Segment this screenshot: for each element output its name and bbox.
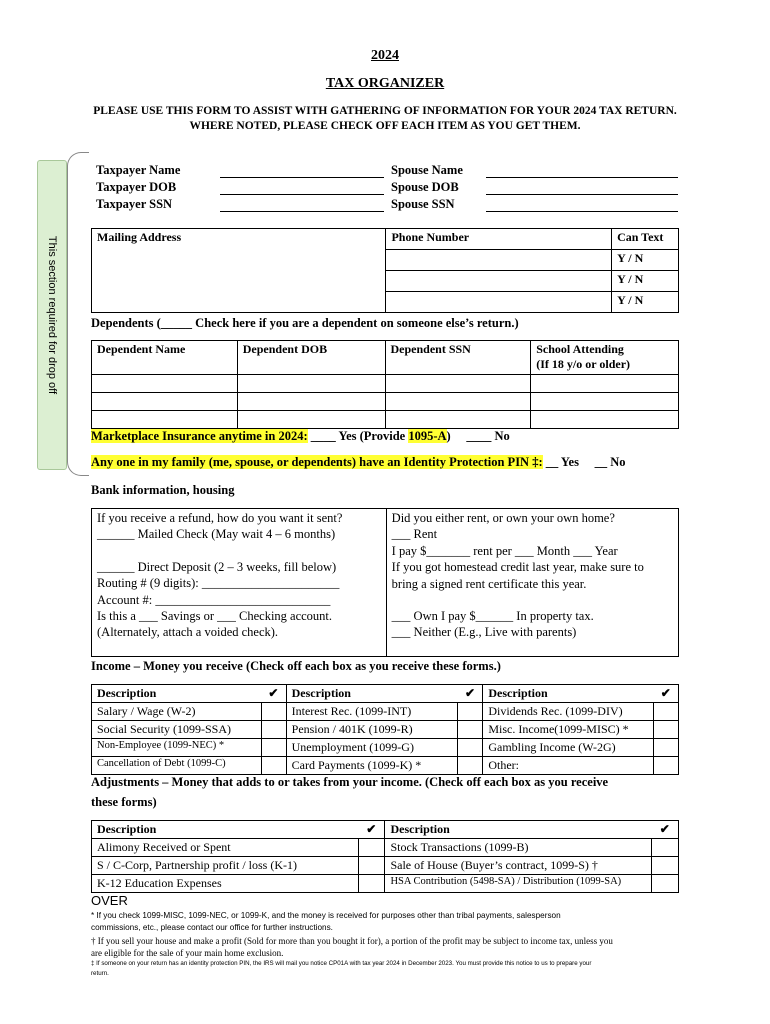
footnote-1 — [91, 910, 691, 934]
taxpayer-ssn-field[interactable] — [220, 211, 384, 212]
mailing-address-label: Mailing Address — [97, 230, 182, 244]
adjust-item: HSA Contribution (5498-SA) / Distribution (1099-SA) — [385, 875, 652, 893]
income-desc-header: Description — [92, 685, 262, 703]
phone-cell[interactable] — [386, 271, 612, 292]
table-row — [92, 757, 679, 775]
income-item: Social Security (1099-SSA) — [92, 721, 262, 739]
adjust-desc-header: Description — [385, 821, 652, 839]
footnote-1-line: * If you check 1099-MISC, 1099-NEC, or 1099-K, and the money is received for purposes other than tribal payments, salesperson — [91, 911, 561, 920]
footnote-2-line: † If you sell your house and make a profit (Sold for more than you bought it for), a portion of the profit may be subject to income tax, unless you — [91, 936, 613, 946]
account-number-field[interactable]: Account #: ____________________________ — [97, 592, 331, 607]
table-row — [92, 375, 679, 393]
dependents-table — [91, 340, 679, 429]
bank-heading: Bank information, housing — [91, 483, 235, 497]
adjust-checkbox[interactable] — [651, 875, 678, 893]
income-checkbox[interactable] — [458, 757, 483, 775]
footnote-3-line: ‡ If someone on your return has an identity protection PIN, the IRS will mail you notice CP01A with tax year 2024 in December 2023. You must provide this notice to us to prepare your — [91, 960, 592, 967]
adjustments-heading-cont: these forms) — [91, 795, 157, 809]
income-checkbox[interactable] — [458, 739, 483, 757]
table-row — [92, 857, 679, 875]
bank-table — [91, 508, 679, 657]
contact-table — [91, 228, 679, 313]
adjust-item: Alimony Received or Spent — [92, 839, 359, 857]
housing-cell[interactable] — [386, 509, 678, 657]
dependent-dob-header: Dependent DOB — [237, 341, 385, 375]
adjust-checkbox[interactable] — [358, 857, 385, 875]
income-item: Salary / Wage (W-2) — [92, 703, 262, 721]
spouse-dob-field[interactable] — [486, 194, 678, 195]
income-item: Interest Rec. (1099-INT) — [286, 703, 458, 721]
phone-header: Phone Number — [386, 229, 612, 250]
income-item: Non-Employee (1099-NEC) * — [92, 739, 262, 757]
table-row — [92, 703, 679, 721]
marketplace-line — [91, 429, 510, 444]
footnote-2-line: are eligible for the sale of your main home exclusion. — [91, 948, 284, 958]
table-row — [92, 393, 679, 411]
income-desc-header: Description — [483, 685, 654, 703]
dependent-name-header: Dependent Name — [92, 341, 238, 375]
taxpayer-ssn-label: Taxpayer SSN — [96, 197, 173, 211]
footnote-3 — [91, 959, 691, 979]
refund-question: If you receive a refund, how do you want it sent? — [97, 511, 343, 525]
income-item: Other: — [483, 757, 654, 775]
taxpayer-dob-field[interactable] — [220, 194, 384, 195]
income-item: Misc. Income(1099-MISC) * — [483, 721, 654, 739]
can-text-yn[interactable]: Y / N — [612, 250, 679, 271]
check-icon: ✔ — [458, 685, 483, 703]
section-bracket — [67, 152, 89, 476]
rent-option[interactable]: ___ Rent — [391, 527, 438, 542]
income-checkbox[interactable] — [654, 703, 679, 721]
check-icon: ✔ — [261, 685, 286, 703]
table-row — [92, 839, 679, 857]
income-checkbox[interactable] — [261, 739, 286, 757]
can-text-header: Can Text — [612, 229, 679, 250]
housing-question: Did you either rent, or own your own home? — [391, 511, 615, 525]
ippin-line — [91, 455, 626, 470]
adjustments-table — [91, 820, 679, 893]
income-checkbox[interactable] — [458, 703, 483, 721]
income-item: Gambling Income (W-2G) — [483, 739, 654, 757]
income-item: Card Payments (1099-K) * — [286, 757, 458, 775]
can-text-yn[interactable]: Y / N — [612, 292, 679, 313]
adjust-checkbox[interactable] — [651, 857, 678, 875]
mailing-address-cell[interactable] — [92, 229, 386, 313]
direct-deposit-option[interactable]: ______ Direct Deposit (2 – 3 weeks, fill below) — [97, 559, 337, 574]
dependent-ssn-header: Dependent SSN — [385, 341, 531, 375]
marketplace-yes[interactable]: ____ Yes (Provide — [307, 429, 409, 443]
adjust-desc-header: Description — [92, 821, 359, 839]
table-row — [92, 721, 679, 739]
table-row — [92, 739, 679, 757]
over-label: OVER — [91, 893, 128, 908]
neither-option[interactable]: ___ Neither (E.g., Live with parents) — [391, 625, 577, 640]
account-type-field[interactable]: Is this a ___ Savings or ___ Checking account. — [97, 609, 333, 624]
adjust-checkbox[interactable] — [358, 875, 385, 893]
page-title: TAX ORGANIZER — [325, 76, 445, 91]
check-icon: ✔ — [358, 821, 385, 839]
footnote-2 — [91, 935, 691, 959]
drop-off-sidebar — [37, 160, 67, 470]
school-header — [531, 341, 679, 375]
income-checkbox[interactable] — [654, 739, 679, 757]
spouse-ssn-field[interactable] — [486, 211, 678, 212]
income-checkbox[interactable] — [261, 721, 286, 739]
income-item: Unemployment (1099-G) — [286, 739, 458, 757]
school-sublabel: (If 18 y/o or older) — [536, 357, 631, 371]
adjustments-heading: Adjustments – Money that adds to or takes from your income. (Check off each box as you receive — [91, 775, 609, 789]
homestead-note: If you got homestead credit last year, make sure to — [391, 560, 644, 575]
table-row — [92, 875, 679, 893]
income-desc-header: Description — [286, 685, 458, 703]
phone-cell[interactable] — [386, 292, 612, 313]
check-icon: ✔ — [654, 685, 679, 703]
check-icon: ✔ — [651, 821, 678, 839]
income-item: Dividends Rec. (1099-DIV) — [483, 703, 654, 721]
voided-check-note: (Alternately, attach a voided check). — [97, 625, 279, 640]
adjust-item: Sale of House (Buyer’s contract, 1099-S) † — [385, 857, 652, 875]
taxpayer-name-field[interactable] — [220, 177, 384, 178]
routing-number-field[interactable]: Routing # (9 digits): ______________________ — [97, 576, 340, 591]
tax-year: 2024 — [371, 48, 399, 63]
income-item: Pension / 401K (1099-R) — [286, 721, 458, 739]
income-checkbox[interactable] — [654, 721, 679, 739]
footnote-3-line: return. — [91, 970, 109, 977]
adjust-item: Stock Transactions (1099-B) — [385, 839, 652, 857]
own-option[interactable]: ___ Own I pay $______ In property tax. — [391, 609, 594, 624]
rent-certificate-note: bring a signed rent certificate this year. — [391, 576, 587, 591]
can-text-yn[interactable]: Y / N — [612, 271, 679, 292]
ippin-label: Any one in my family (me, spouse, or dependents) have an Identity Protection PIN ‡: — [91, 455, 543, 469]
school-label: School Attending — [536, 342, 624, 356]
adjust-item: K-12 Education Expenses — [92, 875, 359, 893]
marketplace-form: 1095-A — [408, 429, 447, 443]
adjust-item: S / C-Corp, Partnership profit / loss (K-1) — [92, 857, 359, 875]
income-item: Cancellation of Debt (1099-C) — [92, 757, 262, 775]
adjust-checkbox[interactable] — [651, 839, 678, 857]
refund-method-cell[interactable] — [92, 509, 387, 657]
intro-text: PLEASE USE THIS FORM TO ASSIST WITH GATHERING OF INFORMATION FOR YOUR 2024 TAX RETURN. WHERE NOTED, PLEASE CHECK OFF EACH ITEM AS YOU GET THEM. — [93, 105, 677, 132]
spouse-ssn-label: Spouse SSN — [391, 197, 455, 211]
taxpayer-dob-label: Taxpayer DOB — [96, 180, 177, 194]
spacer — [97, 543, 381, 559]
income-checkbox[interactable] — [261, 703, 286, 721]
income-checkbox[interactable] — [654, 757, 679, 775]
rent-amount-field[interactable]: I pay $_______ rent per ___ Month ___ Year — [391, 543, 618, 558]
sidebar-label: This section required for drop off — [46, 235, 58, 395]
spouse-name-field[interactable] — [486, 177, 678, 178]
spouse-name-label: Spouse Name — [391, 163, 463, 177]
ippin-options[interactable]: __ Yes __ No — [542, 455, 626, 469]
footnote-1-line: commissions, etc., please contact our office for further instructions. — [91, 923, 333, 932]
income-heading: Income – Money you receive (Check off each box as you receive these forms.) — [91, 659, 501, 673]
spouse-dob-label: Spouse DOB — [391, 180, 459, 194]
adjust-checkbox[interactable] — [358, 839, 385, 857]
taxpayer-name-label: Taxpayer Name — [96, 163, 181, 177]
mailed-check-option[interactable]: ______ Mailed Check (May wait 4 – 6 months) — [97, 527, 336, 542]
income-table — [91, 684, 679, 775]
spacer — [392, 592, 673, 608]
table-row — [92, 411, 679, 429]
marketplace-label: Marketplace Insurance anytime in 2024: — [91, 429, 308, 443]
income-checkbox[interactable] — [261, 757, 286, 775]
phone-cell[interactable] — [386, 250, 612, 271]
dependents-heading: Dependents (_____ Check here if you are a dependent on someone else’s return.) — [91, 316, 519, 330]
marketplace-no[interactable]: ) ____ No — [446, 429, 510, 443]
income-checkbox[interactable] — [458, 721, 483, 739]
